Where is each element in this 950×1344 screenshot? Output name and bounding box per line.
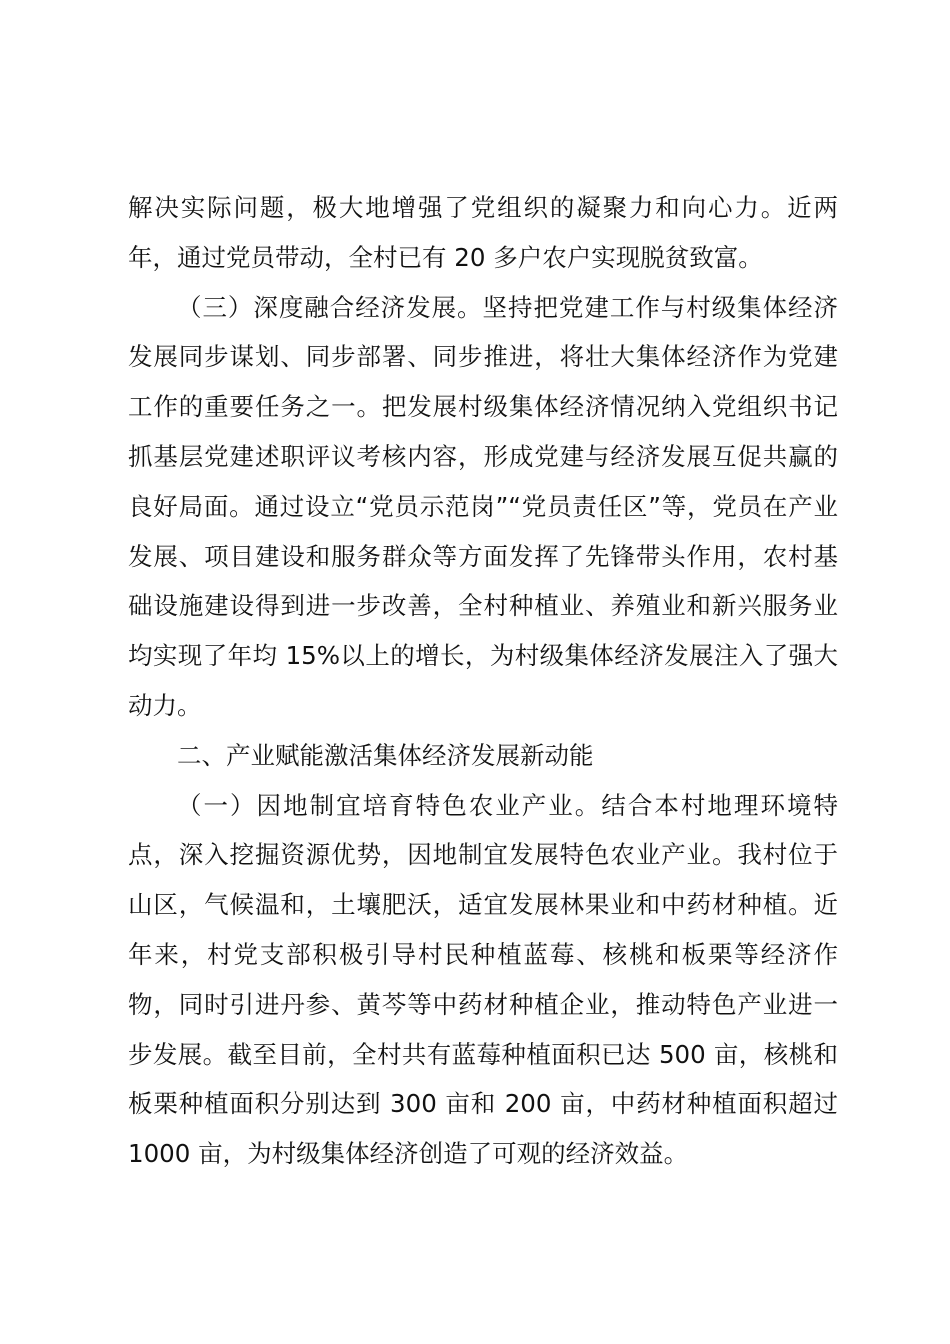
paragraph-specialty-agriculture: （一）因地制宜培育特色农业产业。结合本村地理环境特点，深入挖掘资源优势，因地制宜发展特色农业产业。我村位于山区，气候温和，土壤肥沃，适宜发展林果业和中药材种植。近年来，村党支部积极引导村民种植蓝莓、核桃和板栗等经济作物，同时引进丹参、黄芩等中药材种植企业，推动特色产业进一步发展。截至目前，全村共有蓝莓种植面积已达 500 亩，核桃和板栗种植面积分别达到 300 亩和 200 亩，中药材种植面积超过 1000 亩，为村级集体经济创造了可观的经济效益。 — [128, 790, 838, 1169]
section-heading-industry: 二、产业赋能激活集体经济发展新动能 — [177, 740, 594, 770]
document-body — [128, 183, 838, 1179]
paragraph-continuation: 解决实际问题，极大地增强了党组织的凝聚力和向心力。近两年，通过党员带动，全村已有 20 多户农户实现脱贫致富。 — [128, 193, 838, 272]
paragraph-economic-integration: （三）深度融合经济发展。坚持把党建工作与村级集体经济发展同步谋划、同步部署、同步推进，将壮大集体经济作为党建工作的重要任务之一。把发展村级集体经济情况纳入党组织书记抓基层党建述职评议考核内容，形成党建与经济发展互促共赢的良好局面。通过设立“党员示范岗”“党员责任区”等，党员在产业发展、项目建设和服务群众等方面发挥了先锋带头作用，农村基础设施建设得到进一步改善，全村种植业、养殖业和新兴服务业均实现了年均 15%以上的增长，为村级集体经济发展注入了强大动力。 — [128, 292, 838, 720]
